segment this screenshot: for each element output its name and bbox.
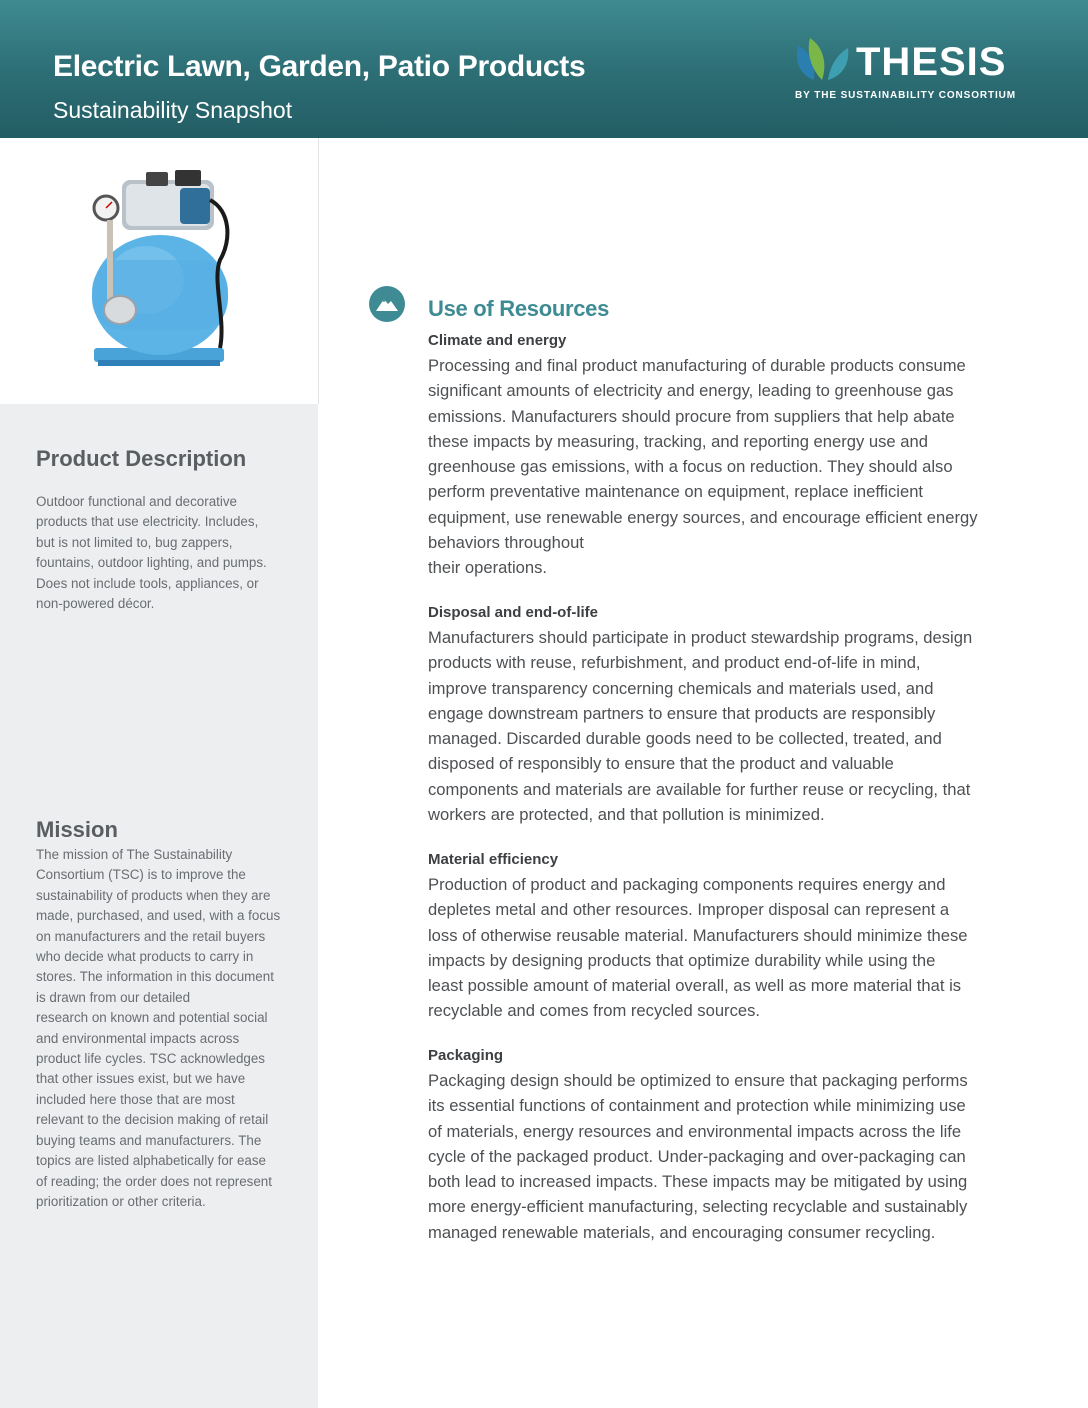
section-title: Material efficiency xyxy=(428,851,559,868)
text-line: sustainability of products when they are xyxy=(36,887,271,903)
text-line: fountains, outdoor lighting, and pumps. xyxy=(36,555,267,571)
text-line: managed. Discarded durable goods need to be collected, treated, and xyxy=(428,729,942,749)
text-line: Outdoor functional and decorative xyxy=(36,494,237,509)
logo-wordmark: THESIS xyxy=(856,40,1007,84)
water-pump-image xyxy=(80,170,240,375)
text-line: made, purchased, and used, with a focus xyxy=(36,908,281,924)
section-body xyxy=(428,1068,1028,1245)
text-line: of reading; the order does not represent xyxy=(36,1173,272,1189)
text-line: products that use electricity. Includes, xyxy=(36,514,259,530)
text-line: significant amounts of electricity and energy, leading to greenhouse gas xyxy=(428,381,954,401)
page-header xyxy=(0,0,1088,138)
text-line: non-powered décor. xyxy=(36,596,155,612)
text-line: that other issues exist, but we have xyxy=(36,1071,246,1087)
text-line: behaviors throughout xyxy=(428,533,584,553)
text-line: is drawn from our detailed xyxy=(36,989,191,1005)
section-body xyxy=(428,353,1028,581)
text-line: Production of product and packaging components requires energy and xyxy=(428,875,946,894)
section-title: Climate and energy xyxy=(428,332,567,349)
text-line: their operations. xyxy=(428,558,547,578)
text-line: its essential functions of containment and protection while minimizing use xyxy=(428,1096,966,1116)
use-of-resources-heading: Use of Resources xyxy=(428,296,610,321)
text-line: products with reuse, refurbishment, and product end-of-life in mind, xyxy=(428,653,921,673)
text-line: stores. The information in this document xyxy=(36,969,274,985)
text-line: and environmental impacts across xyxy=(36,1030,240,1046)
logo-tagline: BY THE SUSTAINABILITY CONSORTIUM xyxy=(795,90,1017,101)
text-line: depletes metal and other resources. Improper disposal can represent a xyxy=(428,900,950,920)
product-description-heading: Product Description xyxy=(36,446,247,471)
climate-energy-section xyxy=(428,329,1028,581)
text-line: on manufacturers and the retail buyers xyxy=(36,928,266,944)
text-line: least possible amount of material overall, as well as more material that is xyxy=(428,976,962,996)
disposal-section xyxy=(428,601,1028,827)
text-line: greenhouse gas emissions, with a focus on reduction. They should also xyxy=(428,457,953,477)
text-line: included here those that are most xyxy=(36,1091,235,1107)
text-line: these impacts by measuring, tracking, and reporting energy use and xyxy=(428,431,928,451)
packaging-section xyxy=(428,1044,1028,1245)
text-line: emissions. Manufacturers should procure from suppliers that help abate xyxy=(428,406,955,426)
material-efficiency-section xyxy=(428,848,1028,1024)
text-line: both lead to increased impacts. These impacts may be mitigated by using xyxy=(428,1172,968,1192)
text-line: managed renewable materials, and encouraging consumer recycling. xyxy=(428,1222,936,1242)
text-line: components and materials are available for further reuse or recycling, that xyxy=(428,779,971,799)
product-image-panel xyxy=(0,138,318,404)
mountain-icon xyxy=(368,285,406,323)
text-line: improve transparency concerning chemicals and materials used, and xyxy=(428,678,934,698)
product-description-text xyxy=(36,492,292,614)
text-line: perform preventative maintenance on equipment, replace inefficient xyxy=(428,482,924,502)
image-divider xyxy=(318,138,319,404)
section-title: Disposal and end-of-life xyxy=(428,604,599,621)
page-subtitle: Sustainability Snapshot xyxy=(53,97,293,123)
text-line: Does not include tools, appliances, or xyxy=(36,575,259,591)
text-line: disposed of responsibly to ensure that the product and valuable xyxy=(428,754,894,774)
text-line: impacts by designing products that optimize durability while using the xyxy=(428,950,936,970)
text-line: product life cycles. TSC acknowledges xyxy=(36,1051,265,1067)
section-title: Packaging xyxy=(428,1047,504,1064)
section-body xyxy=(428,625,1028,827)
text-line: prioritization or other criteria. xyxy=(36,1193,206,1209)
text-line: Consortium (TSC) is to improve the xyxy=(36,867,246,883)
text-line: research on known and potential social xyxy=(36,1010,268,1026)
text-line: who decide what products to carry in xyxy=(36,949,254,965)
text-line: buying teams and manufacturers. The xyxy=(36,1132,262,1148)
text-line: cycle of the packaged product. Under-packaging and over-packaging can xyxy=(428,1146,966,1166)
text-line: workers are protected, and that pollution is minimized. xyxy=(428,805,825,825)
text-line: engage downstream partners to ensure that products are responsibly xyxy=(428,703,936,723)
thesis-logo xyxy=(790,36,1030,106)
text-line: recyclable and comes from recycled sources. xyxy=(428,1001,761,1021)
leaf-logo-icon xyxy=(790,36,854,88)
text-line: Packaging design should be optimized to ensure that packaging performs xyxy=(428,1071,968,1090)
text-line: but is not limited to, bug zappers, xyxy=(36,534,233,550)
text-line: more energy-efficient manufacturing, selecting recyclable and sustainably xyxy=(428,1197,968,1217)
page-title: Electric Lawn, Garden, Patio Products xyxy=(53,50,586,83)
mission-text xyxy=(36,845,292,1212)
text-line: topics are listed alphabetically for ease xyxy=(36,1153,267,1169)
mission-heading: Mission xyxy=(36,817,118,842)
text-line: Processing and final product manufacturing of durable products consume xyxy=(428,356,966,375)
section-body xyxy=(428,872,1028,1024)
text-line: loss of otherwise reusable material. Manufacturers should minimize these xyxy=(428,925,968,945)
text-line: equipment, use renewable energy sources, and encourage efficient energy xyxy=(428,507,978,527)
sidebar xyxy=(0,404,318,1408)
text-line: of materials, energy resources and environmental impacts across the life xyxy=(428,1121,962,1141)
text-line: relevant to the decision making of retail xyxy=(36,1112,269,1128)
text-line: Manufacturers should participate in product stewardship programs, design xyxy=(428,628,973,647)
text-line: The mission of The Sustainability xyxy=(36,847,233,862)
